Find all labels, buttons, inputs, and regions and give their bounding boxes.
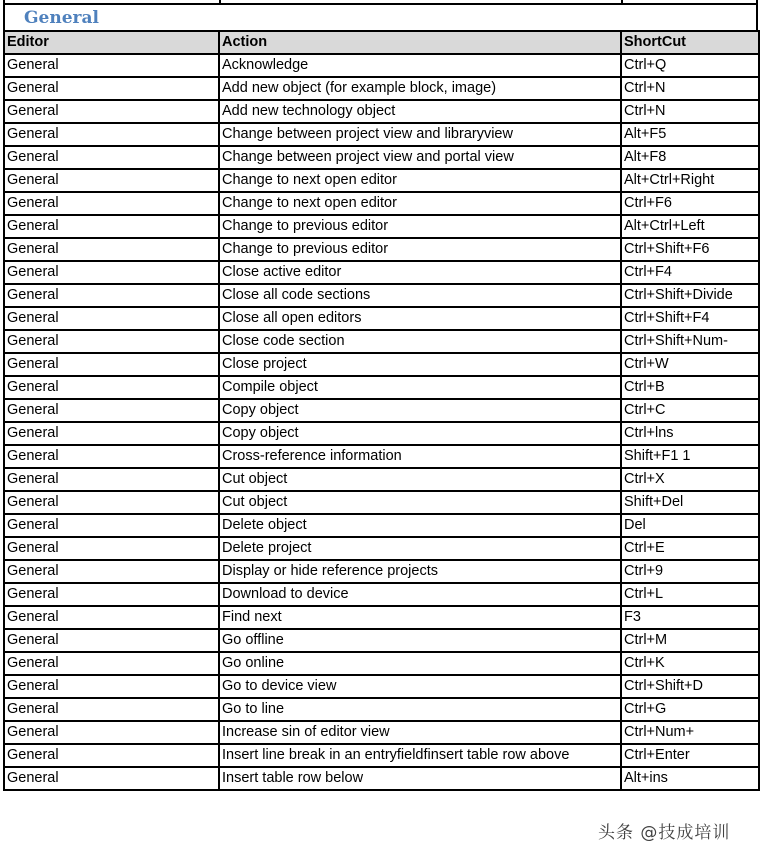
cell-editor: General (4, 721, 219, 744)
cell-action: Compile object (219, 376, 621, 399)
table-row (4, 606, 759, 629)
cell-action: Close code section (219, 330, 621, 353)
cell-editor: General (4, 330, 219, 353)
cell-editor: General (4, 376, 219, 399)
table-row (4, 238, 759, 261)
cell-editor: General (4, 767, 219, 790)
cell-action: Close all code sections (219, 284, 621, 307)
cell-action: Insert table row below (219, 767, 621, 790)
cell-shortcut: Ctrl+L (621, 583, 759, 606)
cell-shortcut: F3 (621, 606, 759, 629)
cell-shortcut: Ctrl+Q (621, 54, 759, 77)
table-row (4, 468, 759, 491)
cell-shortcut: Ctrl+Shift+Num- (621, 330, 759, 353)
table-row (4, 399, 759, 422)
cell-editor: General (4, 560, 219, 583)
table-row (4, 767, 759, 790)
cell-action: Change to next open editor (219, 169, 621, 192)
cell-action: Add new object (for example block, image) (219, 77, 621, 100)
cell-shortcut: Ctrl+W (621, 353, 759, 376)
cell-shortcut: Alt+Ctrl+Left (621, 215, 759, 238)
cell-editor: General (4, 491, 219, 514)
table-row (4, 100, 759, 123)
table-row (4, 376, 759, 399)
table-row (4, 192, 759, 215)
cell-editor: General (4, 353, 219, 376)
table-row (4, 583, 759, 606)
section-title-row (3, 3, 758, 30)
table-row (4, 422, 759, 445)
cell-editor: General (4, 238, 219, 261)
shortcut-table (3, 30, 760, 791)
cell-shortcut: Ctrl+N (621, 77, 759, 100)
table-row (4, 560, 759, 583)
cell-shortcut: Alt+ins (621, 767, 759, 790)
cell-editor: General (4, 54, 219, 77)
table-row (4, 721, 759, 744)
cell-shortcut: Ctrl+M (621, 629, 759, 652)
table-row (4, 629, 759, 652)
cell-editor: General (4, 146, 219, 169)
table-row (4, 514, 759, 537)
cell-editor: General (4, 422, 219, 445)
table-row (4, 445, 759, 468)
cell-shortcut: Ctrl+N (621, 100, 759, 123)
cell-shortcut: Del (621, 514, 759, 537)
cell-action: Cut object (219, 491, 621, 514)
column-header-editor: Editor (4, 31, 219, 54)
cell-action: Display or hide reference projects (219, 560, 621, 583)
cell-action: Close active editor (219, 261, 621, 284)
cell-shortcut: Ctrl+Enter (621, 744, 759, 767)
cell-editor: General (4, 77, 219, 100)
table-row (4, 169, 759, 192)
cell-shortcut: Ctrl+C (621, 399, 759, 422)
cell-shortcut: Ctrl+K (621, 652, 759, 675)
table-row (4, 353, 759, 376)
cell-action: Delete object (219, 514, 621, 537)
cell-editor: General (4, 675, 219, 698)
table-row (4, 330, 759, 353)
cell-action: Acknowledge (219, 54, 621, 77)
cell-action: Go online (219, 652, 621, 675)
cell-action: Cut object (219, 468, 621, 491)
cell-shortcut: Alt+F8 (621, 146, 759, 169)
table-row (4, 491, 759, 514)
cell-shortcut: Alt+F5 (621, 123, 759, 146)
cell-action: Delete project (219, 537, 621, 560)
cell-shortcut: Ctrl+B (621, 376, 759, 399)
cell-action: Copy object (219, 422, 621, 445)
watermark: 头条 @技成培训 (598, 823, 731, 843)
column-header-action: Action (219, 31, 621, 54)
cell-action: Change to next open editor (219, 192, 621, 215)
section-title: General (24, 8, 99, 28)
cell-editor: General (4, 261, 219, 284)
cell-shortcut: Ctrl+G (621, 698, 759, 721)
cell-shortcut: Ctrl+Num+ (621, 721, 759, 744)
cell-shortcut: Ctrl+Shift+Divide (621, 284, 759, 307)
cell-action: Change between project view and libraryview (219, 123, 621, 146)
cell-action: Copy object (219, 399, 621, 422)
cell-action: Close all open editors (219, 307, 621, 330)
table-row (4, 675, 759, 698)
cell-action: Find next (219, 606, 621, 629)
cell-shortcut: Ctrl+F6 (621, 192, 759, 215)
cell-editor: General (4, 100, 219, 123)
cell-editor: General (4, 606, 219, 629)
cell-editor: General (4, 123, 219, 146)
cell-shortcut: Shift+F1 1 (621, 445, 759, 468)
cell-shortcut: Ctrl+lns (621, 422, 759, 445)
cell-editor: General (4, 215, 219, 238)
cell-action: Go to device view (219, 675, 621, 698)
table-row (4, 307, 759, 330)
cell-editor: General (4, 629, 219, 652)
cell-editor: General (4, 468, 219, 491)
cell-shortcut: Ctrl+F4 (621, 261, 759, 284)
cell-shortcut: Ctrl+9 (621, 560, 759, 583)
cell-action: Go offline (219, 629, 621, 652)
table-row (4, 261, 759, 284)
table-row (4, 146, 759, 169)
cell-editor: General (4, 169, 219, 192)
cell-editor: General (4, 284, 219, 307)
cell-shortcut: Ctrl+Shift+F4 (621, 307, 759, 330)
cell-action: Download to device (219, 583, 621, 606)
table-row (4, 215, 759, 238)
cell-action: Change to previous editor (219, 238, 621, 261)
table-header-row (4, 31, 759, 54)
cell-shortcut: Ctrl+Shift+D (621, 675, 759, 698)
table-row (4, 77, 759, 100)
cell-action: Cross-reference information (219, 445, 621, 468)
cell-editor: General (4, 652, 219, 675)
cell-editor: General (4, 744, 219, 767)
table-row (4, 54, 759, 77)
cell-action: Insert line break in an entryfieldfinsert table row above (219, 744, 621, 767)
table-row (4, 652, 759, 675)
cell-editor: General (4, 583, 219, 606)
cell-shortcut: Alt+Ctrl+Right (621, 169, 759, 192)
cell-editor: General (4, 698, 219, 721)
cell-action: Increase sin of editor view (219, 721, 621, 744)
cell-action: Add new technology object (219, 100, 621, 123)
shortcut-sheet (3, 0, 758, 791)
cell-editor: General (4, 445, 219, 468)
table-row (4, 123, 759, 146)
cell-editor: General (4, 399, 219, 422)
cell-editor: General (4, 514, 219, 537)
table-row (4, 284, 759, 307)
cell-action: Close project (219, 353, 621, 376)
cell-shortcut: Ctrl+E (621, 537, 759, 560)
cell-action: Go to line (219, 698, 621, 721)
table-row (4, 698, 759, 721)
cell-editor: General (4, 192, 219, 215)
cell-shortcut: Ctrl+Shift+F6 (621, 238, 759, 261)
cell-action: Change to previous editor (219, 215, 621, 238)
cell-shortcut: Ctrl+X (621, 468, 759, 491)
cell-shortcut: Shift+Del (621, 491, 759, 514)
cell-editor: General (4, 537, 219, 560)
cell-editor: General (4, 307, 219, 330)
table-row (4, 537, 759, 560)
table-row (4, 744, 759, 767)
column-header-shortcut: ShortCut (621, 31, 759, 54)
cell-action: Change between project view and portal view (219, 146, 621, 169)
